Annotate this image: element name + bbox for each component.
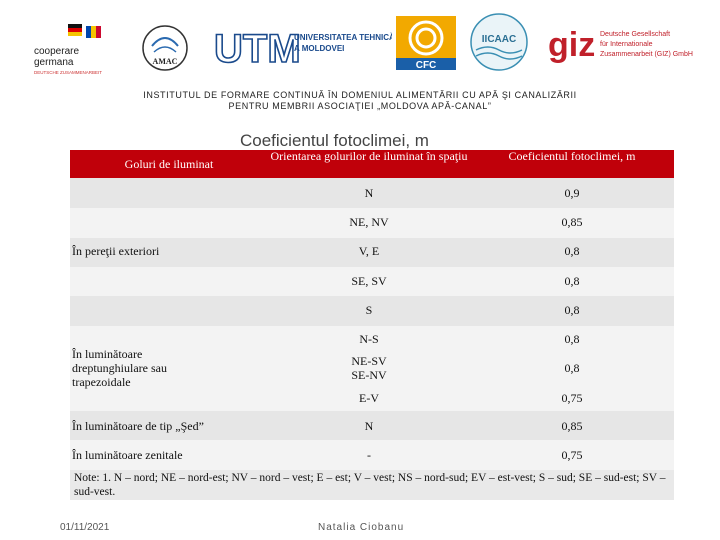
group-shed: În luminătoare de tip „Şed”: [72, 419, 204, 433]
orientation-cell: E-V: [359, 391, 379, 405]
group-rect: În luminătoare dreptunghiulare sau trapezoidale: [72, 347, 167, 389]
cooperare-tag: DEUTSCHE ZUSAMMENARBEIT: [34, 70, 103, 75]
header-goluri: [70, 150, 268, 178]
footer-author: Natalia Ciobanu: [318, 522, 405, 533]
group-walls: În pereţii exteriori: [72, 244, 160, 258]
header-orientare-text: Orientarea golurilor de iluminat în spaţiu: [270, 149, 468, 163]
giz-line1: Deutsche Gesellschaft: [600, 31, 671, 38]
iicaac-text: IICAAC: [481, 34, 517, 45]
utm-logo: [212, 20, 392, 70]
photoclimate-table: [70, 150, 674, 470]
orientation-cell: N: [364, 419, 374, 433]
institute-header-line2: PENTRU MEMBRII ASOCIAŢIEI „MOLDOVA APĂ-CANAL”: [228, 101, 492, 111]
orientation-cell: V, E: [358, 244, 380, 258]
giz-mark: giz: [548, 26, 596, 64]
coefficient-cell: 0,8: [564, 274, 580, 288]
institute-header-line1: INSTITUTUL DE FORMARE CONTINUĂ ÎN DOMENIUL ALIMENTĂRII CU APĂ ŞI CANALIZĂRII: [143, 90, 577, 100]
coefficient-cell: 0,8: [564, 361, 580, 375]
coefficient-cell: 0,8: [564, 332, 580, 346]
footer-date: 01/11/2021: [60, 522, 110, 533]
coefficient-cell: 0,75: [561, 391, 583, 405]
slide-title: Coeficientul fotoclimei, m: [240, 131, 429, 150]
coefficient-cell: 0,85: [561, 419, 583, 433]
utm-line2: A MOLDOVEI: [294, 44, 345, 53]
giz-line2: für Internationale: [600, 41, 653, 48]
header-coeficient-text: Coeficientul fotoclimei, m: [508, 149, 636, 163]
orientation-cell: SE, SV: [351, 274, 387, 288]
cfc-text: CFC: [415, 60, 437, 71]
orientation-cell: N: [364, 186, 374, 200]
orientation-cell: S: [365, 303, 373, 317]
orientation-cell: N-S: [359, 332, 379, 346]
giz-line3: Zusammenarbeit (GIZ) GmbH: [600, 51, 693, 58]
coefficient-cell: 0,8: [564, 303, 580, 317]
header-goluri-text: Goluri de iluminat: [124, 157, 214, 171]
coefficient-cell: 0,8: [564, 244, 580, 258]
utm-mark: UTM: [214, 27, 301, 70]
amac-text: AMAC: [152, 57, 178, 66]
cooperare-germana-logo: [30, 20, 120, 78]
header-orientare: [268, 150, 470, 178]
giz-logo: [548, 24, 708, 64]
germana-text: germana: [34, 57, 74, 68]
orientation-cell: SE-NV: [351, 368, 387, 382]
orientation-cell: NE-SV: [351, 354, 387, 368]
iicaac-logo: [468, 12, 530, 72]
amac-logo: [140, 22, 190, 74]
cfc-logo: [394, 14, 458, 72]
table-note: Note: 1. N – nord; NE – nord-est; NV – nord – vest; E – est; V – vest; NS – nord-sud; EV – est-vest; S – sud; SE – sud-est; SV – sud-vest.: [70, 470, 674, 500]
utm-line1: UNIVERSITATEA TEHNICĂ: [294, 33, 392, 42]
group-zenith: În luminătoare zenitale: [72, 448, 183, 462]
coefficient-cell: 0,85: [561, 215, 583, 229]
orientation-cell: -: [367, 448, 371, 462]
orientation-cell: NE, NV: [349, 215, 389, 229]
header-coeficient: [470, 150, 674, 178]
cooperare-text: cooperare: [34, 46, 80, 57]
coefficient-cell: 0,9: [564, 186, 580, 200]
coefficient-cell: 0,75: [561, 448, 583, 462]
